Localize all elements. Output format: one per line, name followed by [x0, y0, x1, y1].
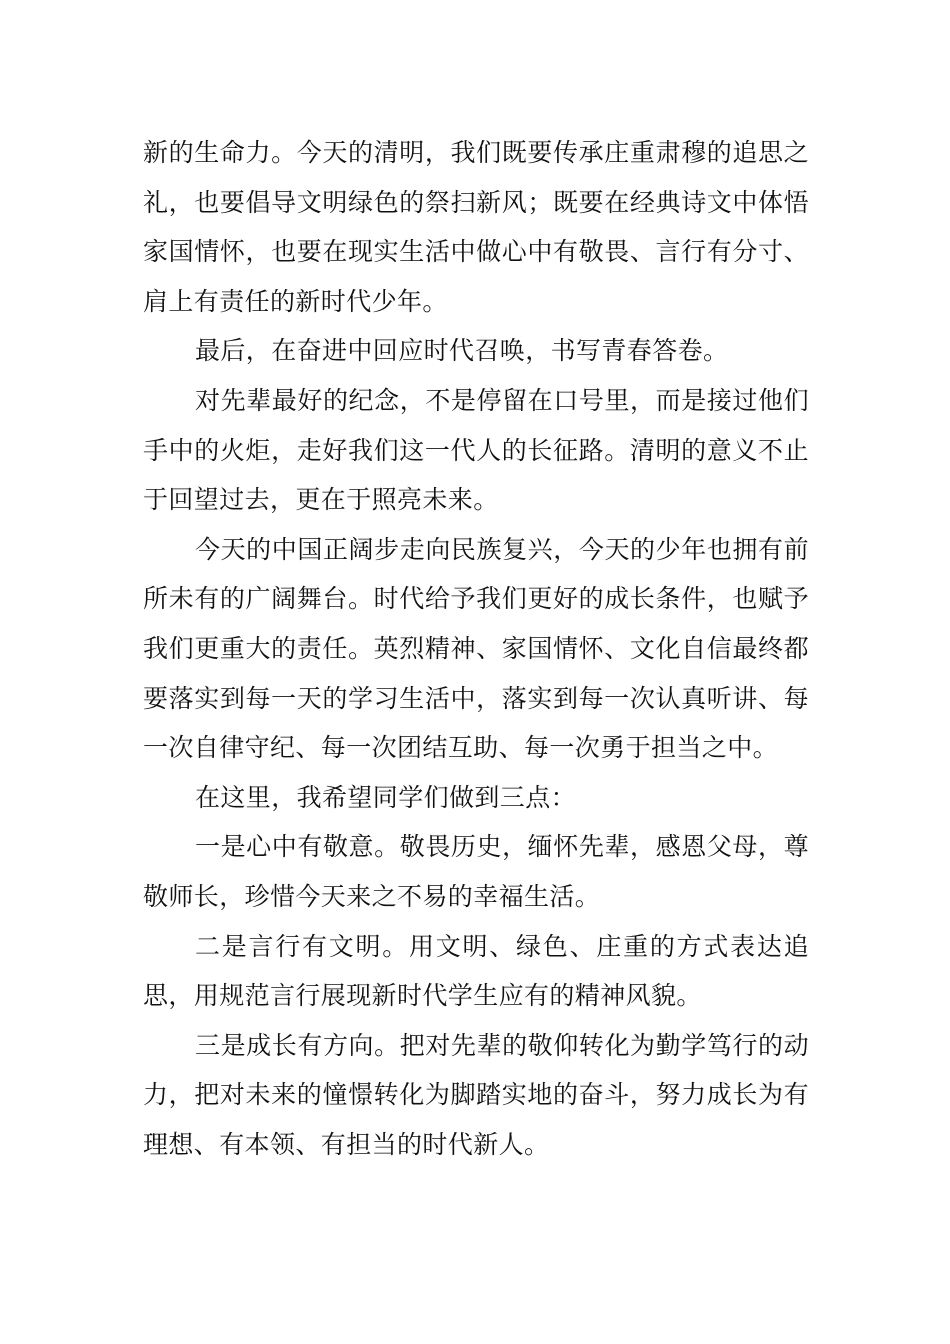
paragraph-7: 二是言行有文明。用文明、绿色、庄重的方式表达追思，用规范言行展现新时代学生应有的精神风貌。: [143, 931, 809, 1011]
paragraph-6: 一是心中有敬意。敬畏历史，缅怀先辈，感恩父母，尊敬师长，珍惜今天来之不易的幸福生活。: [143, 832, 809, 911]
paragraph-2: 最后，在奋进中回应时代召唤，书写青春答卷。: [195, 336, 729, 366]
paragraph-3: 对先辈最好的纪念，不是停留在口号里，而是接过他们手中的火炬，走好我们这一代人的长征路。清明的意义不止于回望过去，更在于照亮未来。: [143, 385, 809, 515]
document-body: [143, 128, 809, 1169]
paragraph-1: 新的生命力。今天的清明，我们既要传承庄重肃穆的追思之礼，也要倡导文明绿色的祭扫新风；既要在经典诗文中体悟家国情怀，也要在现实生活中做心中有敬畏、言行有分寸、肩上有责任的新时代少年。: [143, 138, 809, 316]
paragraph-5: 在这里，我希望同学们做到三点：: [195, 782, 577, 812]
paragraph-4: 今天的中国正阔步走向民族复兴，今天的少年也拥有前所未有的广阔舞台。时代给予我们更好的成长条件，也赋予我们更重大的责任。英烈精神、家国情怀、文化自信最终都要落实到每一天的学习生活中，落实到每一次认真听讲、每一次自律守纪、每一次团结互助、每一次勇于担当之中。: [143, 534, 809, 763]
paragraph-8: 三是成长有方向。把对先辈的敬仰转化为勤学笃行的动力，把对未来的憧憬转化为脚踏实地的奋斗，努力成长为有理想、有本领、有担当的时代新人。: [143, 1030, 809, 1159]
